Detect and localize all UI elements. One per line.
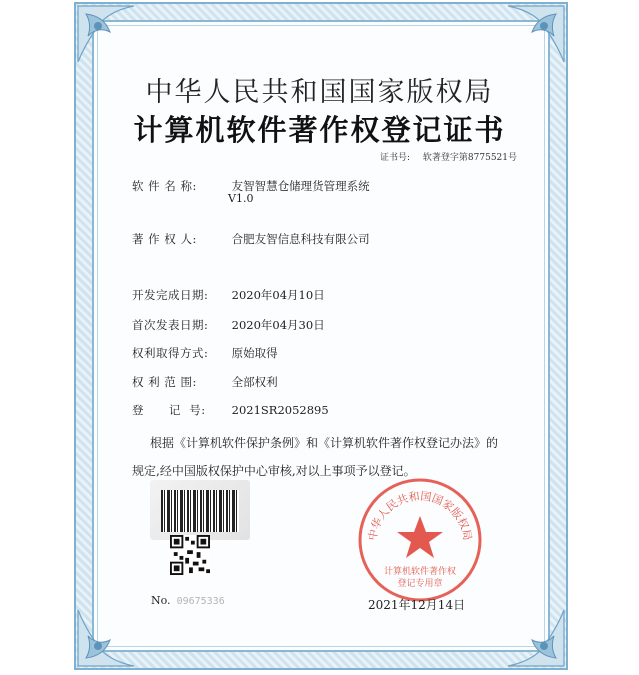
field-value: 合肥友智信息科技有限公司	[231, 232, 370, 246]
field-label: 首次发表日期:	[132, 318, 209, 332]
corner-ornament	[498, 2, 568, 72]
corner-ornament	[74, 600, 144, 670]
field-label: 开发完成日期:	[132, 288, 209, 302]
field-value: 友智智慧仓储理货管理系统	[231, 179, 370, 193]
issuer-title: 中华人民共和国国家版权局	[145, 77, 494, 108]
software-version: V1.0	[228, 192, 254, 205]
field-label: 权利取得方式:	[132, 346, 209, 360]
field-label: 著 作 权 人:	[132, 232, 197, 246]
qr-code	[170, 535, 210, 575]
statement-line-2: 规定,经中国版权保护中心审核,对以上事项予以登记。	[132, 464, 416, 478]
serial-number-value: 09675336	[176, 596, 225, 607]
field-label: 登 记 号:	[132, 403, 206, 417]
issue-date: 2021年12月14日	[368, 598, 466, 612]
field-label: 软 件 名 称:	[132, 179, 197, 193]
certificate-number-label: 证书号:	[380, 153, 411, 163]
certificate-number-value: 软著登字第8775521号	[422, 153, 518, 163]
field-row-rights-scope	[132, 374, 278, 390]
star-icon	[397, 516, 443, 558]
field-row-completion-date	[132, 287, 325, 303]
seal-outer-text: 中华人民共和国国家版权局	[365, 489, 475, 542]
field-row-acquisition-method	[132, 345, 278, 361]
seal-inner-line-2: 登记专用章	[397, 579, 443, 589]
field-value: 2020年04月10日	[231, 288, 325, 302]
corner-ornament	[74, 2, 144, 72]
field-value: 原始取得	[231, 346, 278, 360]
field-row-registration-number	[132, 402, 329, 418]
certificate-number	[380, 150, 517, 163]
serial-number-label: No.	[151, 594, 171, 607]
field-value: 2020年04月30日	[231, 318, 325, 332]
official-seal	[356, 476, 484, 604]
field-row-publication-date	[132, 317, 325, 333]
field-row-copyright-owner	[132, 231, 370, 247]
barcode	[161, 490, 239, 532]
field-label: 权 利 范 围:	[132, 375, 197, 389]
seal-inner-line-1: 计算机软件著作权	[383, 567, 457, 577]
certificate-title: 计算机软件著作权登记证书	[133, 113, 506, 147]
field-value: 全部权利	[231, 375, 278, 389]
corner-ornament	[498, 600, 568, 670]
serial-number	[151, 594, 225, 607]
field-value: 2021SR2052895	[231, 403, 329, 417]
statement-line-1: 根据《计算机软件保护条例》和《计算机软件著作权登记办法》的	[150, 436, 499, 450]
